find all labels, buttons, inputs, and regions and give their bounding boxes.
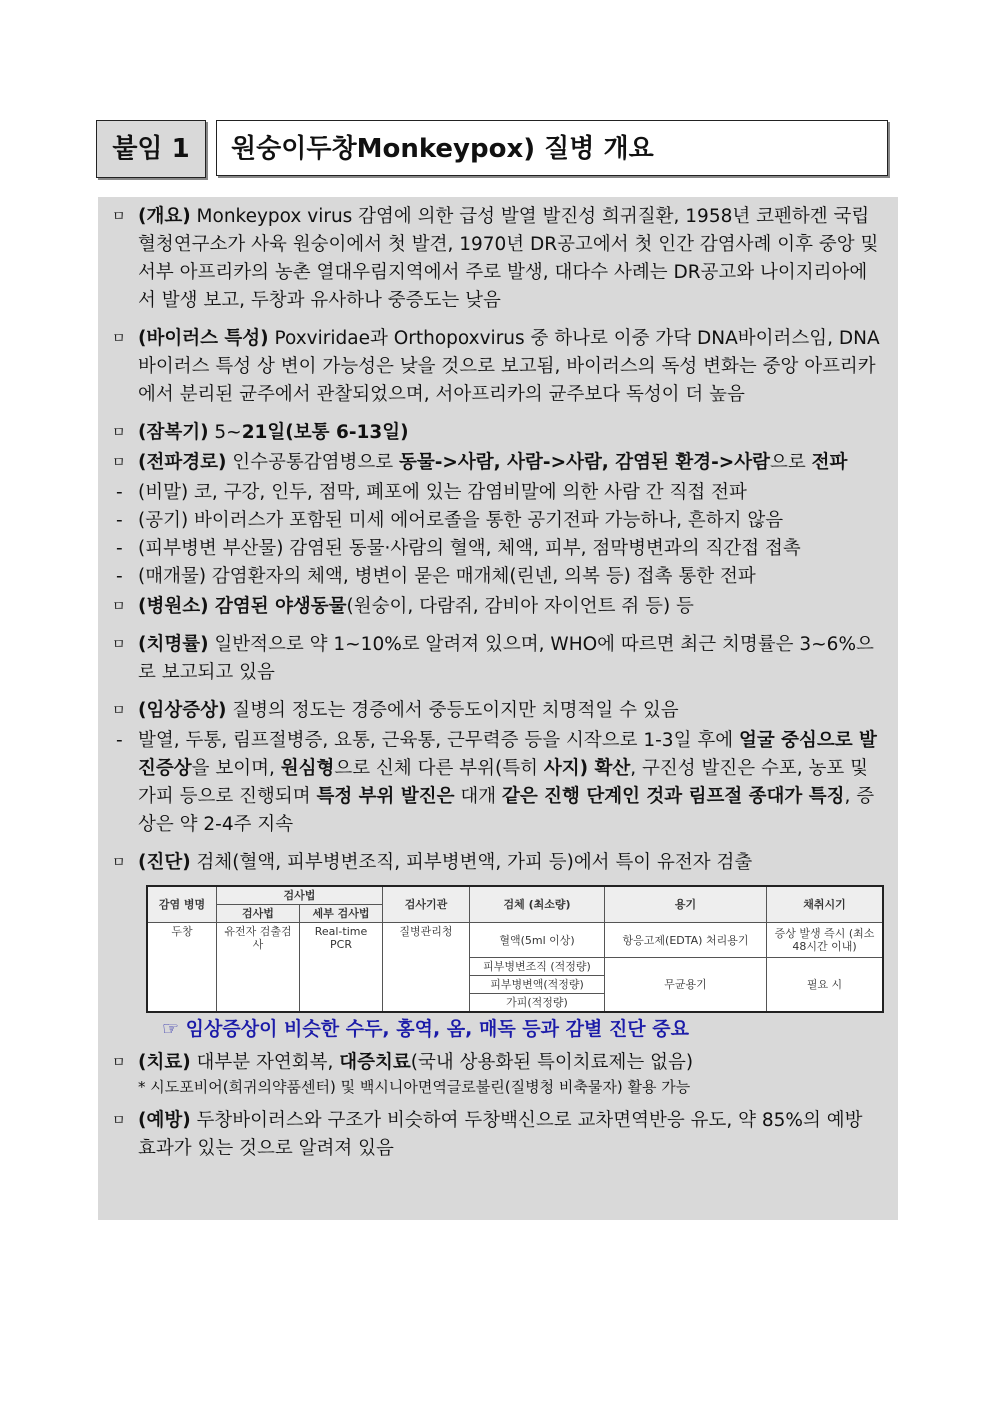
sub-text: 발열, 두통, 림프절병증, 요통, 근육통, 근무력증 등을 시작으로 1-3일 후에 [138,730,739,751]
bullet-icon: ㅁ [112,425,126,441]
item-treatment [112,1049,884,1077]
sub-text: (공기) 바이러스가 포함된 미세 에어로졸을 통한 공기전파 가능하나, 흔하지 않음 [138,510,784,531]
item-head: (임상증상) [138,700,227,721]
sub-text: 으로 신체 다른 부위(특히 [334,758,544,779]
th-method: 검사법 [217,886,383,905]
item-head: (병원소) [138,596,209,617]
th-timing: 채취시기 [767,886,884,923]
attachment-label: 붙임 1 [96,120,206,178]
item-diagnosis [112,849,884,877]
cell-timing: 증상 발생 즉시 (최소 48시간 이내) [767,923,884,958]
cell-disease: 두창 [147,923,217,1013]
th-disease: 감염 병명 [147,886,217,923]
item-text: (국내 상용화된 특이치료제는 없음) [410,1052,694,1073]
sub-item [112,727,884,839]
diagnosis-table [146,885,884,1013]
sub-text-bold: 얼굴 중심으로 발진증상 [138,730,877,779]
item-text-bold: 전파 [811,452,848,473]
cell-specimen: 혈액(5ml 이상) [470,923,605,958]
cell-specimen: 피부병변조직 (적정량) [470,958,605,976]
item-text: 대부분 자연회복, [190,1052,340,1073]
item-head: (예방) [138,1110,191,1131]
item-text: 으로 [770,452,812,473]
cell-container: 항응고제(EDTA) 처리용기 [605,923,767,958]
sub-text: (비말) 코, 구강, 인두, 점막, 폐포에 있는 감염비말에 의한 사람 간 직접 전파 [138,482,747,503]
item-head: (진단) [138,852,191,873]
sub-text: , 구진성 발진은 수포, 농포 및 가피 등으로 진행되며 [138,758,868,807]
sub-text-bold: 특정 부위 발진은 [316,786,455,807]
dash-icon: - [116,510,123,531]
diagnosis-hint: ☞ 임상증상이 비슷한 수두, 홍역, 옴, 매독 등과 감별 진단 중요 [162,1018,689,1040]
cell-method: 유전자 검출검사 [217,923,300,1013]
item-text: Monkeypox virus 감염에 의한 급성 발열 발진성 희귀질환, 1958년 코펜하겐 국립혈청연구소가 사육 원숭이에서 첫 발견, 1970년 DR공고에서 첫 인간 감염사례 이후 중앙 및 서부 아프리카의 농촌 열대우림지역에서 주로 발생, 대다수 사례는 DR공고와 나이지리아에서 발생 보고, 두창과 유사하나 중증도는 낮음 [138,206,879,311]
item-text-bold: 감염된 야생동물 [208,596,347,617]
item-transmission [112,449,884,477]
treatment-note: * 시도포비어(희귀의약품센터) 및 백시니아면역글로불린(질병청 비축물자) 활용 가능 [138,1078,691,1096]
bullet-icon: ㅁ [112,855,126,871]
sub-text: (매개물) 감염환자의 체액, 병변이 묻은 매개체(린넨, 의복 등) 접촉 통한 전파 [138,566,756,587]
dash-icon: - [116,482,123,503]
item-text-bold: 21일(보통 6-13일) [241,422,409,443]
sub-text: , 증상은 약 2-4주 지속 [138,786,875,835]
bullet-icon: ㅁ [112,209,126,225]
item-text: 두창바이러스와 구조가 비슷하여 두창백신으로 교차면역반응 유도, 약 85%의 예방 효과가 있는 것으로 알려져 있음 [138,1110,863,1159]
sub-text: (피부병변 부산물) 감염된 동물·사람의 혈액, 체액, 피부, 점막병변과의 직간접 접촉 [138,538,801,559]
bullet-icon: ㅁ [112,703,126,719]
item-pathogen [112,593,884,621]
sub-item [112,507,884,535]
header [96,120,892,178]
table-row [147,923,883,958]
cell-timing: 필요 시 [767,958,884,1013]
item-text: 일반적으로 약 1~10%로 알려져 있으며, WHO에 따르면 최근 치명률은 3~6%으로 보고되고 있음 [138,634,874,683]
cell-detail: Real-time PCR [300,923,383,1013]
th-method-detail: 세부 검사법 [300,905,383,923]
dash-icon: - [116,538,123,559]
cell-org: 질병관리청 [383,923,470,1013]
item-text: Poxviridae과 Orthopoxvirus 중 하나로 이중 가닥 DNA바이러스임, DNA 바이러스 특성 상 변이 가능성은 낮을 것으로 보고됨, 바이러스의 독성 변화는 중앙 아프리카에서 분리된 균주에서 관찰되었으며, 서아프리카의 균주보다 독성이 더 높음 [138,328,880,405]
item-text-bold: 동물->사람, 사람->사람, 감염된 환경->사람 [399,452,770,473]
item-text: (원숭이, 다람쥐, 감비아 자이언트 쥐 등) 등 [346,596,694,617]
bullet-icon: ㅁ [112,599,126,615]
item-text: 5~ [208,422,242,443]
item-prevention [112,1107,884,1163]
bullet-icon: ㅁ [112,455,126,471]
sub-text-bold: 같은 진행 단계인 것과 림프절 종대가 특징 [501,786,845,807]
th-org: 검사기관 [383,886,470,923]
th-specimen: 검체 (최소량) [470,886,605,923]
item-head: (전파경로) [138,452,227,473]
item-text-bold: 대증치료 [339,1052,411,1073]
dash-icon: - [116,730,123,751]
sub-text: 을 보이며, [191,758,281,779]
bullet-icon: ㅁ [112,331,126,347]
item-head: (바이러스 특성) [138,328,269,349]
bullet-icon: ㅁ [112,1113,126,1129]
bullet-icon: ㅁ [112,1055,126,1071]
cell-specimen: 피부병변액(적정량) [470,976,605,994]
item-head: (치료) [138,1052,191,1073]
item-virus [112,325,884,409]
page-title: 원숭이두창Monkeypox) 질병 개요 [216,120,888,176]
sub-text-bold: 원심형 [280,758,335,779]
dash-icon: - [116,566,123,587]
sub-text: 대개 [454,786,502,807]
cell-specimen: 가피(적정량) [470,994,605,1013]
item-text: 인수공통감염병으로 [226,452,400,473]
item-text: 검체(혈액, 피부병변조직, 피부병변액, 가피 등)에서 특이 유전자 검출 [190,852,753,873]
item-incubation [112,419,884,447]
sub-item [112,479,884,507]
item-head: (치명률) [138,634,209,655]
th-container: 용기 [605,886,767,923]
th-method-sub: 검사법 [217,905,300,923]
item-head: (잠복기) [138,422,209,443]
item-symptoms [112,697,884,725]
sub-text-bold: 사지) 확산 [543,758,631,779]
content-box [98,197,898,1220]
bullet-icon: ㅁ [112,637,126,653]
cell-container: 무균용기 [605,958,767,1013]
item-overview [112,203,884,315]
item-fatality [112,631,884,687]
item-text: 질병의 정도는 경증에서 중등도이지만 치명적일 수 있음 [226,700,679,721]
item-head: (개요) [138,206,191,227]
sub-item [112,563,884,591]
sub-item [112,535,884,563]
